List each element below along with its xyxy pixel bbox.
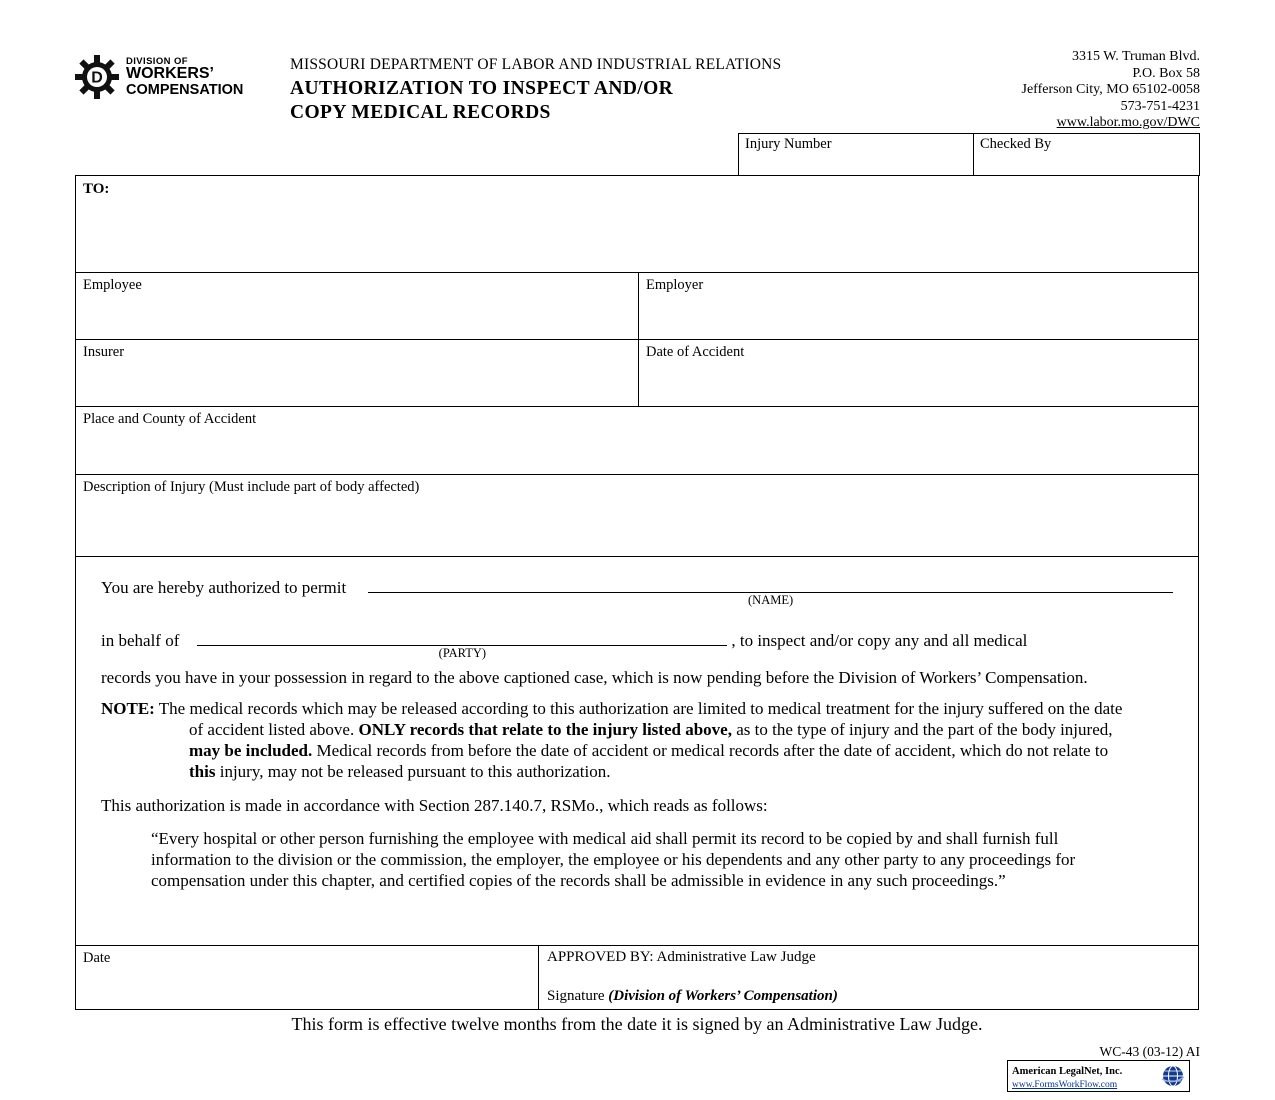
to-label: TO: — [83, 181, 110, 197]
address-line3: Jefferson City, MO 65102-0058 — [1021, 82, 1200, 97]
employer-field[interactable] — [639, 273, 1198, 339]
date-field[interactable] — [76, 946, 539, 1009]
name-blank[interactable] — [368, 575, 1173, 607]
insurer-label: Insurer — [83, 344, 125, 360]
note-bold1: ONLY records that relate to the injury listed above, — [358, 720, 732, 739]
approved-by-field[interactable] — [539, 946, 1198, 1009]
injury-number-label: Injury Number — [745, 136, 832, 152]
form-title-line1: AUTHORIZATION TO INSPECT AND/OR — [290, 78, 674, 99]
note-part4: injury, may not be released pursuant to this authorization. — [215, 762, 611, 781]
statute-quote-paragraph: “Every hospital or other person furnishing the employee with medical aid shall permit its record to be copied by and shall furnish full information to the division or the commission, the employer, the employee or his dependents and any other party to any proceedings for compensation under this chapter, and certified copies of the records shall be admissible in evidence in any such proceedings.” — [151, 829, 1076, 890]
records-paragraph: records you have in your possession in regard to the above captioned case, which is now pending before the Division of Workers’ Compensation. — [101, 668, 1088, 687]
behalf-prefix: in behalf of — [101, 631, 180, 650]
dwc-website-link[interactable]: www.labor.mo.gov/DWC — [1056, 115, 1200, 130]
department-title: MISSOURI DEPARTMENT OF LABOR AND INDUSTRIAL RELATIONS — [290, 56, 782, 73]
employer-label: Employer — [646, 277, 704, 293]
address-block — [900, 49, 1200, 132]
insurer-field[interactable] — [76, 340, 639, 406]
party-caption: (PARTY) — [438, 646, 487, 660]
behalf-line — [101, 628, 1173, 660]
employee-label: Employee — [83, 277, 142, 293]
authorize-prefix: You are hereby authorized to permit — [101, 578, 347, 597]
injury-meta-table — [738, 133, 1200, 176]
note-label: NOTE: — [101, 699, 155, 718]
authorization-text-block — [76, 557, 1198, 946]
party-blank[interactable] — [197, 628, 727, 660]
date-of-accident-field[interactable] — [639, 340, 1198, 406]
behalf-suffix: , to inspect and/or copy any and all medical — [731, 631, 1028, 650]
description-of-injury-field[interactable] — [76, 475, 1198, 557]
legalnet-box — [1007, 1060, 1190, 1092]
place-county-field[interactable] — [76, 407, 1198, 475]
note-part3: Medical records from before the date of accident or medical records after the date of accident, which do not relate to — [312, 741, 1109, 760]
address-line4: 573-751-4231 — [1120, 98, 1200, 114]
date-label: Date — [83, 950, 111, 966]
name-caption: (NAME) — [748, 593, 794, 607]
employee-field[interactable] — [76, 273, 639, 339]
signature-caption: (Division of Workers’ Compensation) — [608, 988, 838, 1004]
insurer-accident-row — [76, 340, 1198, 407]
signature-line — [547, 988, 1190, 1006]
formsworkflow-link[interactable]: www.FormsWorkFlow.com — [1012, 1079, 1118, 1090]
logo-line-workers: WORKERS’ — [126, 65, 214, 83]
note-part1: The medical records which may be released according to this authorization are limited to medical treatment for the injury suffered on the date of accident listed above. — [154, 699, 1123, 739]
globe-icon — [1161, 1064, 1185, 1088]
logo-line-compensation: COMPENSATION — [126, 81, 244, 98]
note-bold2: may be included. — [189, 741, 313, 760]
dwc-logo — [74, 54, 243, 100]
employee-employer-row — [76, 273, 1198, 340]
checked-by-field[interactable] — [974, 134, 1199, 175]
note-part2: as to the type of injury and the part of the body injured, — [731, 720, 1113, 739]
description-of-injury-label: Description of Injury (Must include part of body affected) — [83, 479, 420, 495]
approved-by-label: APPROVED BY: Administrative Law Judge — [547, 949, 816, 965]
form-title — [290, 77, 781, 125]
legalnet-text — [1012, 1061, 1156, 1090]
form-title-line2: COPY MEDICAL RECORDS — [290, 102, 551, 123]
authorize-line — [101, 575, 1173, 607]
form-box — [75, 175, 1199, 1010]
logo-line-division-of: DIVISION OF — [126, 55, 188, 67]
legalnet-company: American LegalNet, Inc. — [1012, 1066, 1123, 1078]
effective-note: This form is effective twelve months from the date it is signed by an Administrative Law Judge. — [291, 1014, 983, 1034]
address-line2: P.O. Box 58 — [1132, 65, 1200, 81]
injury-number-field[interactable] — [739, 134, 974, 175]
svg-text:D: D — [91, 69, 103, 87]
address-line1: 3315 W. Truman Blvd. — [1072, 49, 1200, 64]
header-titles — [290, 56, 781, 125]
to-field[interactable] — [76, 176, 1198, 273]
accordance-line: This authorization is made in accordance with Section 287.140.7, RSMo., which reads as follows: — [101, 796, 768, 815]
date-approved-row — [76, 946, 1198, 1009]
gear-icon — [74, 54, 120, 100]
form-number: WC-43 (03-12) AI — [1099, 1044, 1200, 1059]
note-paragraph — [101, 698, 1131, 782]
logo-text — [126, 57, 243, 98]
signature-label: Signature — [547, 988, 609, 1004]
date-of-accident-label: Date of Accident — [646, 344, 745, 360]
place-county-label: Place and County of Accident — [83, 411, 257, 427]
checked-by-label: Checked By — [980, 136, 1052, 152]
note-bold3: this — [189, 762, 216, 781]
